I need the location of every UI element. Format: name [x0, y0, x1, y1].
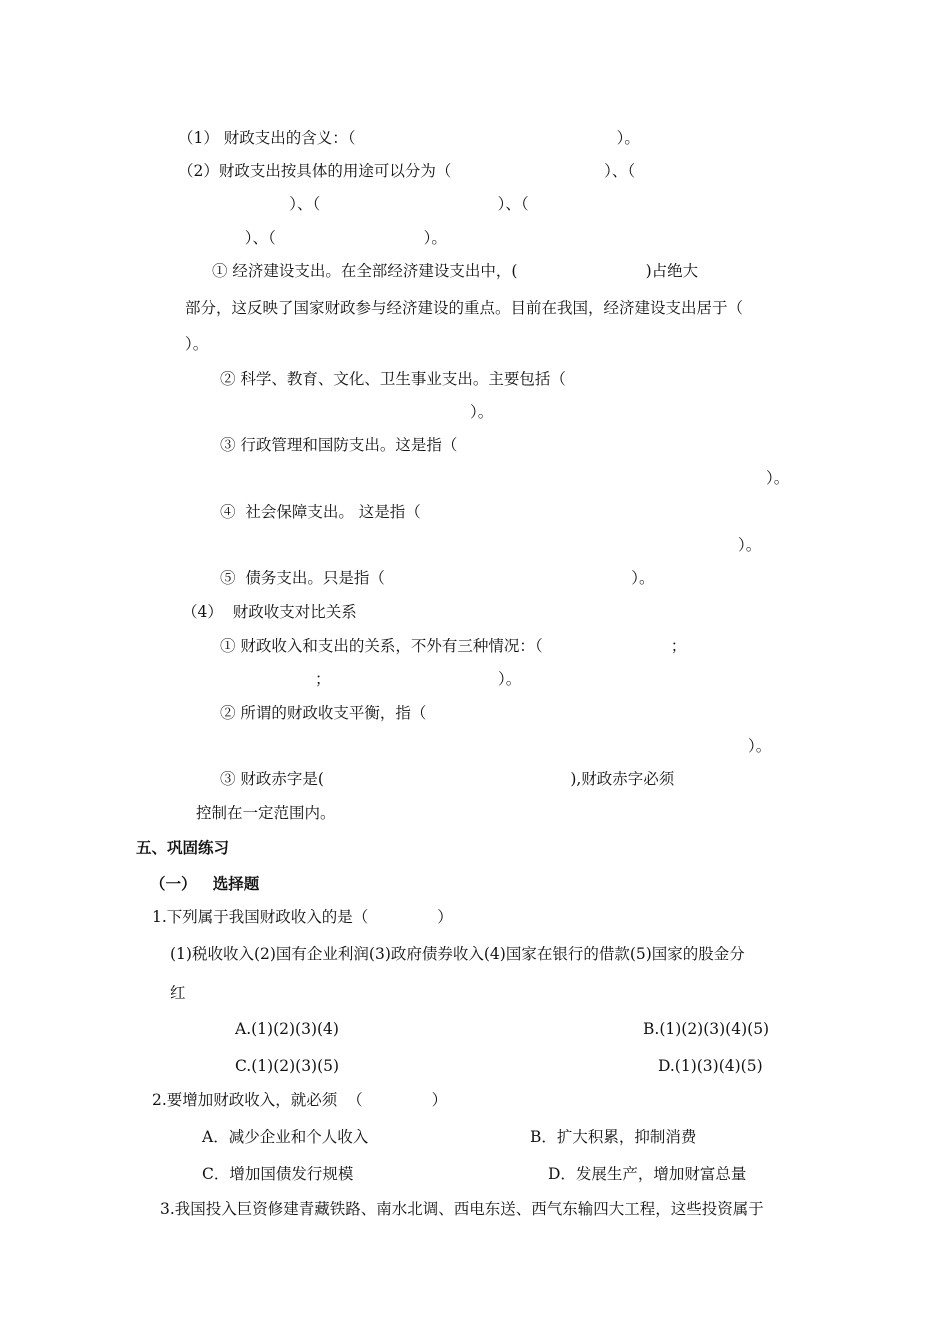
item-administration-defense: ③ 行政管理和国防支出。这是指（ — [220, 436, 458, 454]
fiscal-balance-definition: ② 所谓的财政收支平衡，指（ — [220, 704, 427, 722]
question-1-option-d: D.(1)(3)(4)(5) — [658, 1057, 763, 1075]
question-3: 3.我国投入巨资修建青藏铁路、南水北调、西电东送、西气东输四大工程，这些投资属于 — [160, 1200, 764, 1218]
question-1-items-cont: 红 — [170, 984, 186, 1002]
fiscal-balance-definition-end: ）。 — [748, 737, 772, 755]
item-economic-construction: ① 经济建设支出。在全部经济建设支出中，( )占绝大 — [212, 262, 699, 280]
item-debt-expenditure: ⑤ 债务支出。只是指（ ）。 — [220, 569, 655, 587]
question-2-option-b: B．扩大积累，抑制消费 — [530, 1128, 697, 1146]
item-science-education: ② 科学、教育、文化、卫生事业支出。主要包括（ — [220, 370, 566, 388]
fiscal-expenditure-definition: （1） 财政支出的含义：（ ）。 — [178, 129, 640, 147]
question-1: 1.下列属于我国财政收入的是（ ） — [152, 908, 453, 926]
question-1-option-c: C.(1)(2)(3)(5) — [235, 1057, 340, 1075]
fiscal-deficit-definition-end: 控制在一定范围内。 — [196, 804, 336, 822]
multiple-choice-heading: （一） 选择题 — [150, 874, 260, 893]
question-2-option-d: D．发展生产，增加财富总量 — [548, 1165, 747, 1183]
question-2: 2.要增加财政收入，就必须 （ ） — [152, 1091, 448, 1109]
item-social-security: ④ 社会保障支出。 这是指（ — [220, 503, 421, 521]
three-situations-end: ； ）。 — [315, 670, 522, 688]
item-economic-construction-cont: 部分，这反映了国家财政参与经济建设的重点。目前在我国，经济建设支出居于（ — [185, 299, 744, 317]
expenditure-categories-line2: ）、（ ）、（ — [240, 195, 529, 213]
item-social-security-end: ）。 — [738, 536, 762, 554]
item-science-education-end: ）。 — [470, 403, 494, 421]
item-economic-construction-end: ）。 — [185, 335, 209, 353]
practice-heading: 五、巩固练习 — [136, 838, 230, 857]
question-1-option-a: A.(1)(2)(3)(4) — [235, 1020, 339, 1038]
fiscal-deficit-definition: ③ 财政赤字是( ),财政赤字必须 — [220, 770, 675, 788]
question-1-items: (1)税收收入(2)国有企业利润(3)政府债券收入(4)国家在银行的借款(5)国家的股金分 — [170, 945, 745, 963]
question-2-option-a: A．减少企业和个人收入 — [202, 1128, 369, 1146]
expenditure-categories-line1: （2）财政支出按具体的用途可以分为（ ）、（ — [178, 162, 636, 180]
expenditure-categories-line3: ）、（ ）。 — [230, 229, 447, 247]
question-1-option-b: B.(1)(2)(3)(4)(5) — [643, 1020, 770, 1038]
revenue-expenditure-relationship-heading: （4） 财政收支对比关系 — [182, 603, 357, 621]
item-administration-defense-end: ）。 — [766, 469, 790, 487]
three-situations: ① 财政收入和支出的关系，不外有三种情况：（ ； — [220, 637, 687, 655]
question-2-option-c: C．增加国债发行规模 — [202, 1165, 354, 1183]
